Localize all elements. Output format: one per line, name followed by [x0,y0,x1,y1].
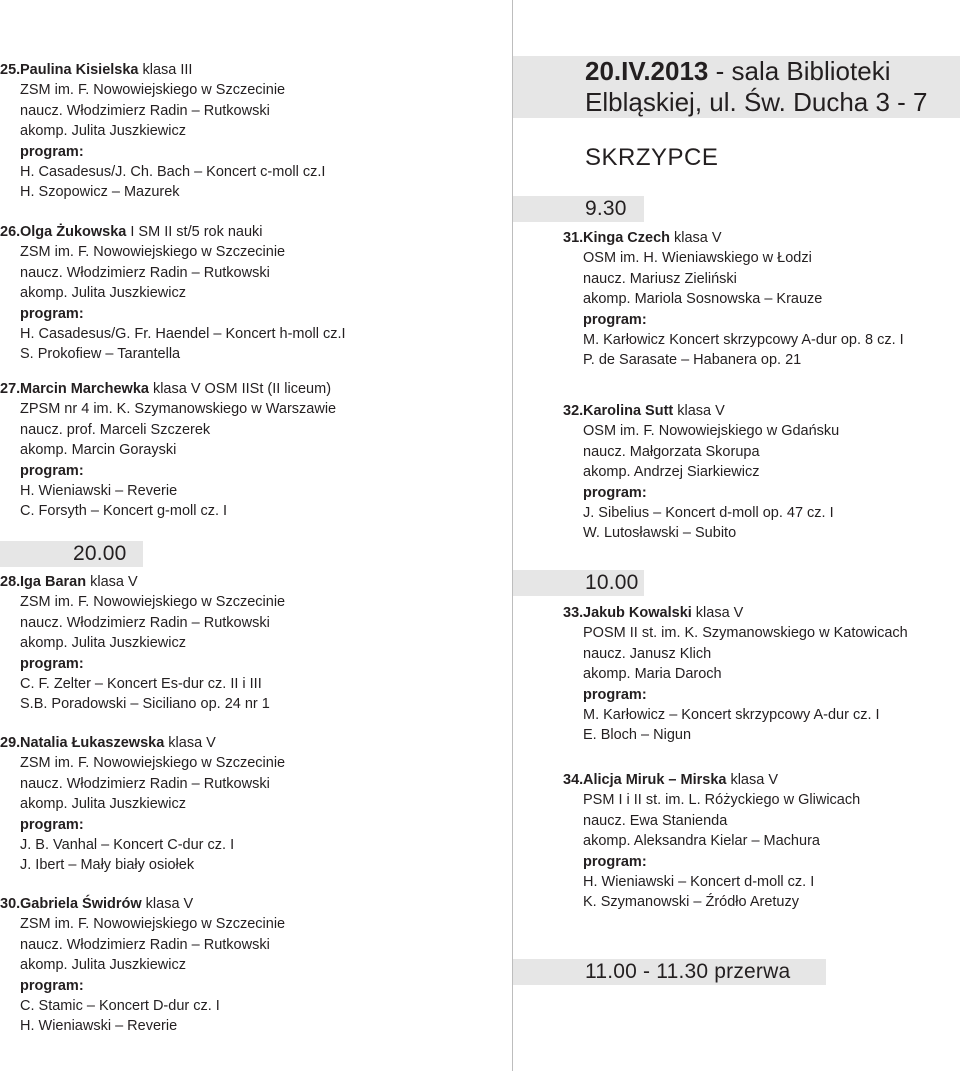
school: PSM I i II st. im. L. Różyckiego w Gliwicach [583,792,861,809]
entry-25 [0,60,325,203]
performer-class: klasa V [674,230,722,246]
column-divider [512,0,513,1071]
teacher: naucz. Małgorzata Skorupa [583,443,760,460]
program-label: program: [583,853,647,870]
event-header [585,56,928,118]
program-item: W. Lutosławski – Subito [583,525,737,542]
entry-number: 33. [563,605,584,621]
program-label: program: [20,977,84,994]
program-item: E. Bloch – Nigun [583,727,692,744]
entry-number: 28. [0,574,21,590]
program-label: program: [20,655,84,672]
performer-name: Iga Baran [20,574,87,590]
performer-name: Gabriela Świdrów [20,896,142,912]
program-label: program: [20,462,84,479]
entry-29 [0,733,285,876]
accompanist: akomp. Maria Daroch [583,666,722,683]
time-slot-0930 [513,196,644,222]
performer-class: klasa V OSM IISt (II liceum) [152,381,332,397]
event-date: 20.IV.2013 [585,56,709,86]
performer-name: Olga Żukowska [20,224,127,240]
entry-26 [0,222,346,365]
program-label: program: [583,686,647,703]
performer-class: klasa V [168,735,216,751]
entry-number: 27. [0,381,21,397]
accompanist: akomp. Julita Juszkiewicz [20,123,186,140]
entry-31 [563,228,904,371]
program-label: program: [583,311,647,328]
category-heading: SKRZYPCE [585,144,719,171]
time-slot-2000 [0,541,143,567]
entry-34 [563,770,860,913]
program-item: J. B. Vanhal – Koncert C-dur cz. I [20,837,235,854]
time-label: 10.00 [585,571,639,594]
performer-class: klasa III [142,62,193,78]
performer-class: klasa V [730,772,779,788]
school: ZSM im. F. Nowowiejskiego w Szczecinie [20,916,286,933]
accompanist: akomp. Julita Juszkiewicz [20,796,186,813]
program-item: H. Szopowicz – Mazurek [20,184,180,201]
event-address: Elbląskiej, ul. Św. Ducha 3 - 7 [585,87,928,117]
program-item: C. F. Zelter – Koncert Es-dur cz. II i III [20,676,262,693]
teacher: naucz. Włodzimierz Radin – Rutkowski [20,775,270,792]
time-slot-break [513,959,826,985]
performer-class: klasa V [90,574,138,590]
entry-32 [563,401,839,544]
school: ZSM im. F. Nowowiejskiego w Szczecinie [20,594,286,611]
program-item: H. Wieniawski – Reverie [20,1018,178,1035]
entry-number: 29. [0,735,21,751]
performer-name: Karolina Sutt [583,403,674,419]
program-item: H. Wieniawski – Koncert d-moll cz. I [583,874,815,891]
program-item: M. Karłowicz Koncert skrzypcowy A-dur op. 8 cz. I [583,332,904,349]
program-item: H. Casadesus/J. Ch. Bach – Koncert c-moll cz.I [20,164,326,181]
entry-number: 34. [563,772,584,788]
break-label: 11.00 - 11.30 przerwa [585,960,791,983]
accompanist: akomp. Julita Juszkiewicz [20,957,186,974]
time-label: 9.30 [585,197,627,220]
program-item: J. Ibert – Mały biały osiołek [20,857,195,874]
program-item: S.B. Poradowski – Siciliano op. 24 nr 1 [20,696,270,713]
entry-number: 32. [563,403,584,419]
teacher: naucz. Mariusz Zieliński [583,270,737,287]
teacher: naucz. prof. Marceli Szczerek [20,421,211,438]
accompanist: akomp. Mariola Sosnowska – Krauze [583,291,823,308]
performer-name: Kinga Czech [583,230,671,246]
event-venue: - sala Biblioteki [708,56,891,86]
accompanist: akomp. Julita Juszkiewicz [20,285,186,302]
performer-class: klasa V [677,403,725,419]
entry-30 [0,894,285,1037]
entry-number: 25. [0,62,21,78]
program-label: program: [20,816,84,833]
program-item: H. Casadesus/G. Fr. Haendel – Koncert h-moll cz.I [20,326,346,343]
performer-name: Alicja Miruk – Mirska [583,772,727,788]
program-label: program: [583,484,647,501]
performer-name: Jakub Kowalski [583,605,692,621]
program-item: P. de Sarasate – Habanera op. 21 [583,352,802,369]
school: ZPSM nr 4 im. K. Szymanowskiego w Warszawie [20,401,337,418]
school: POSM II st. im. K. Szymanowskiego w Katowicach [583,625,908,642]
program-item: K. Szymanowski – Źródło Aretuzy [583,894,799,911]
accompanist: akomp. Andrzej Siarkiewicz [583,464,760,481]
program-item: H. Wieniawski – Reverie [20,483,178,500]
entry-27 [0,379,336,522]
entry-number: 31. [563,230,584,246]
program-item: J. Sibelius – Koncert d-moll op. 47 cz. I [583,505,834,522]
teacher: naucz. Włodzimierz Radin – Rutkowski [20,102,270,119]
teacher: naucz. Janusz Klich [583,645,712,662]
teacher: naucz. Ewa Stanienda [583,812,728,829]
accompanist: akomp. Marcin Gorayski [20,442,177,459]
entry-33 [563,603,908,746]
performer-class: klasa V [145,896,194,912]
teacher: naucz. Włodzimierz Radin – Rutkowski [20,614,270,631]
performer-name: Paulina Kisielska [20,62,139,78]
entry-number: 26. [0,224,21,240]
time-slot-1000 [513,570,644,596]
school: OSM im. H. Wieniawskiego w Łodzi [583,250,812,267]
performer-class: klasa V [695,605,744,621]
entry-28 [0,572,285,715]
entry-number: 30. [0,896,21,912]
time-label: 20.00 [73,542,127,565]
accompanist: akomp. Aleksandra Kielar – Machura [583,833,820,850]
school: ZSM im. F. Nowowiejskiego w Szczecinie [20,244,286,261]
program-item: C. Stamic – Koncert D-dur cz. I [20,998,220,1015]
performer-name: Marcin Marchewka [20,381,149,397]
school: OSM im. F. Nowowiejskiego w Gdańsku [583,423,840,440]
program-item: S. Prokofiew – Tarantella [20,346,181,363]
teacher: naucz. Włodzimierz Radin – Rutkowski [20,264,270,281]
program-label: program: [20,305,84,322]
performer-name: Natalia Łukaszewska [20,735,165,751]
program-item: M. Karłowicz – Koncert skrzypcowy A-dur cz. I [583,707,880,724]
event-line-1 [585,56,928,87]
teacher: naucz. Włodzimierz Radin – Rutkowski [20,936,270,953]
school: ZSM im. F. Nowowiejskiego w Szczecinie [20,755,286,772]
program-item: C. Forsyth – Koncert g-moll cz. I [20,503,228,520]
accompanist: akomp. Julita Juszkiewicz [20,635,186,652]
school: ZSM im. F. Nowowiejskiego w Szczecinie [20,82,286,99]
program-label: program: [20,143,84,160]
performer-class: I SM II st/5 rok nauki [130,224,263,240]
